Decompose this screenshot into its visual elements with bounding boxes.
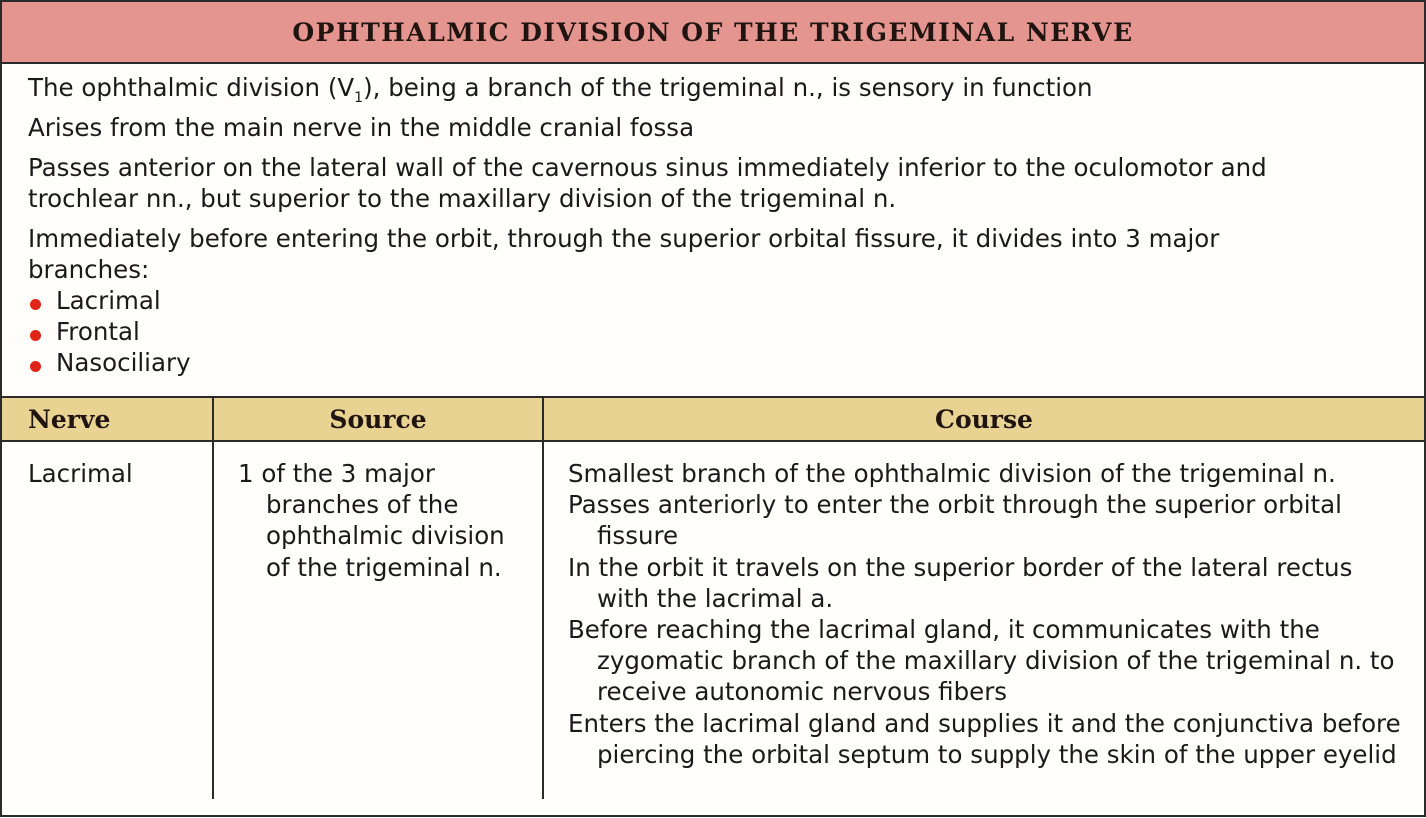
cell-source: [213, 441, 543, 799]
cell-nerve: Lacrimal: [2, 441, 213, 799]
course-item: Smallest branch of the ophthalmic division of the trigeminal n.: [568, 459, 1336, 488]
nerve-table: [2, 398, 1424, 799]
intro-section: [2, 64, 1424, 398]
branch-list: [28, 285, 1398, 378]
bullet-dot-icon: [30, 330, 41, 341]
intro-p1-subscript: 1: [354, 89, 364, 106]
course-item: Enters the lacrimal gland and supplies it and the conjunctiva before piercing the orbital septum to supply the skin of the upper eyelid: [568, 708, 1401, 769]
bullet-dot-icon: [30, 299, 41, 310]
source-text: 1 of the 3 major branches of the ophthalmic division of the trigeminal n.: [238, 459, 505, 582]
column-header-course: Course: [543, 398, 1424, 441]
branch-list-item: [28, 347, 1398, 378]
branch-list-item: [28, 316, 1398, 347]
branch-label: Lacrimal: [56, 286, 161, 315]
column-header-nerve: Nerve: [2, 398, 213, 441]
bullet-dot-icon: [30, 361, 41, 372]
table-row: [2, 441, 1424, 799]
cell-course: [543, 441, 1424, 799]
column-header-source: Source: [213, 398, 543, 441]
branch-label: Nasociliary: [56, 348, 191, 377]
course-item: In the orbit it travels on the superior border of the lateral rectus with the lacrimal a.: [568, 552, 1353, 613]
intro-p1-text-a: The ophthalmic division (V: [28, 73, 355, 102]
intro-paragraph-2: Arises from the main nerve in the middle cranial fossa: [28, 113, 695, 142]
course-item: Before reaching the lacrimal gland, it communicates with the zygomatic branch of the maxillary division of the trigeminal n. to receive autonomic nervous fibers: [568, 615, 1395, 707]
branch-list-item: [28, 285, 1398, 316]
intro-paragraph-4: Immediately before entering the orbit, through the superior orbital fissure, it divides into 3 major branches:: [28, 224, 1220, 284]
intro-paragraph-3: Passes anterior on the lateral wall of the cavernous sinus immediately inferior to the oculomotor and trochlear nn., but superior to the maxillary division of the trigeminal n.: [28, 153, 1267, 213]
intro-paragraph-1: [28, 72, 1398, 106]
intro-p1-text-b: ), being a branch of the trigeminal n., is sensory in function: [363, 73, 1093, 102]
branch-label: Frontal: [56, 317, 140, 346]
table-header-row: [2, 398, 1424, 441]
page-title: OPHTHALMIC DIVISION OF THE TRIGEMINAL NERVE: [292, 17, 1134, 47]
title-bar: [2, 2, 1424, 64]
course-item: Passes anteriorly to enter the orbit through the superior orbital fissure: [568, 490, 1342, 551]
